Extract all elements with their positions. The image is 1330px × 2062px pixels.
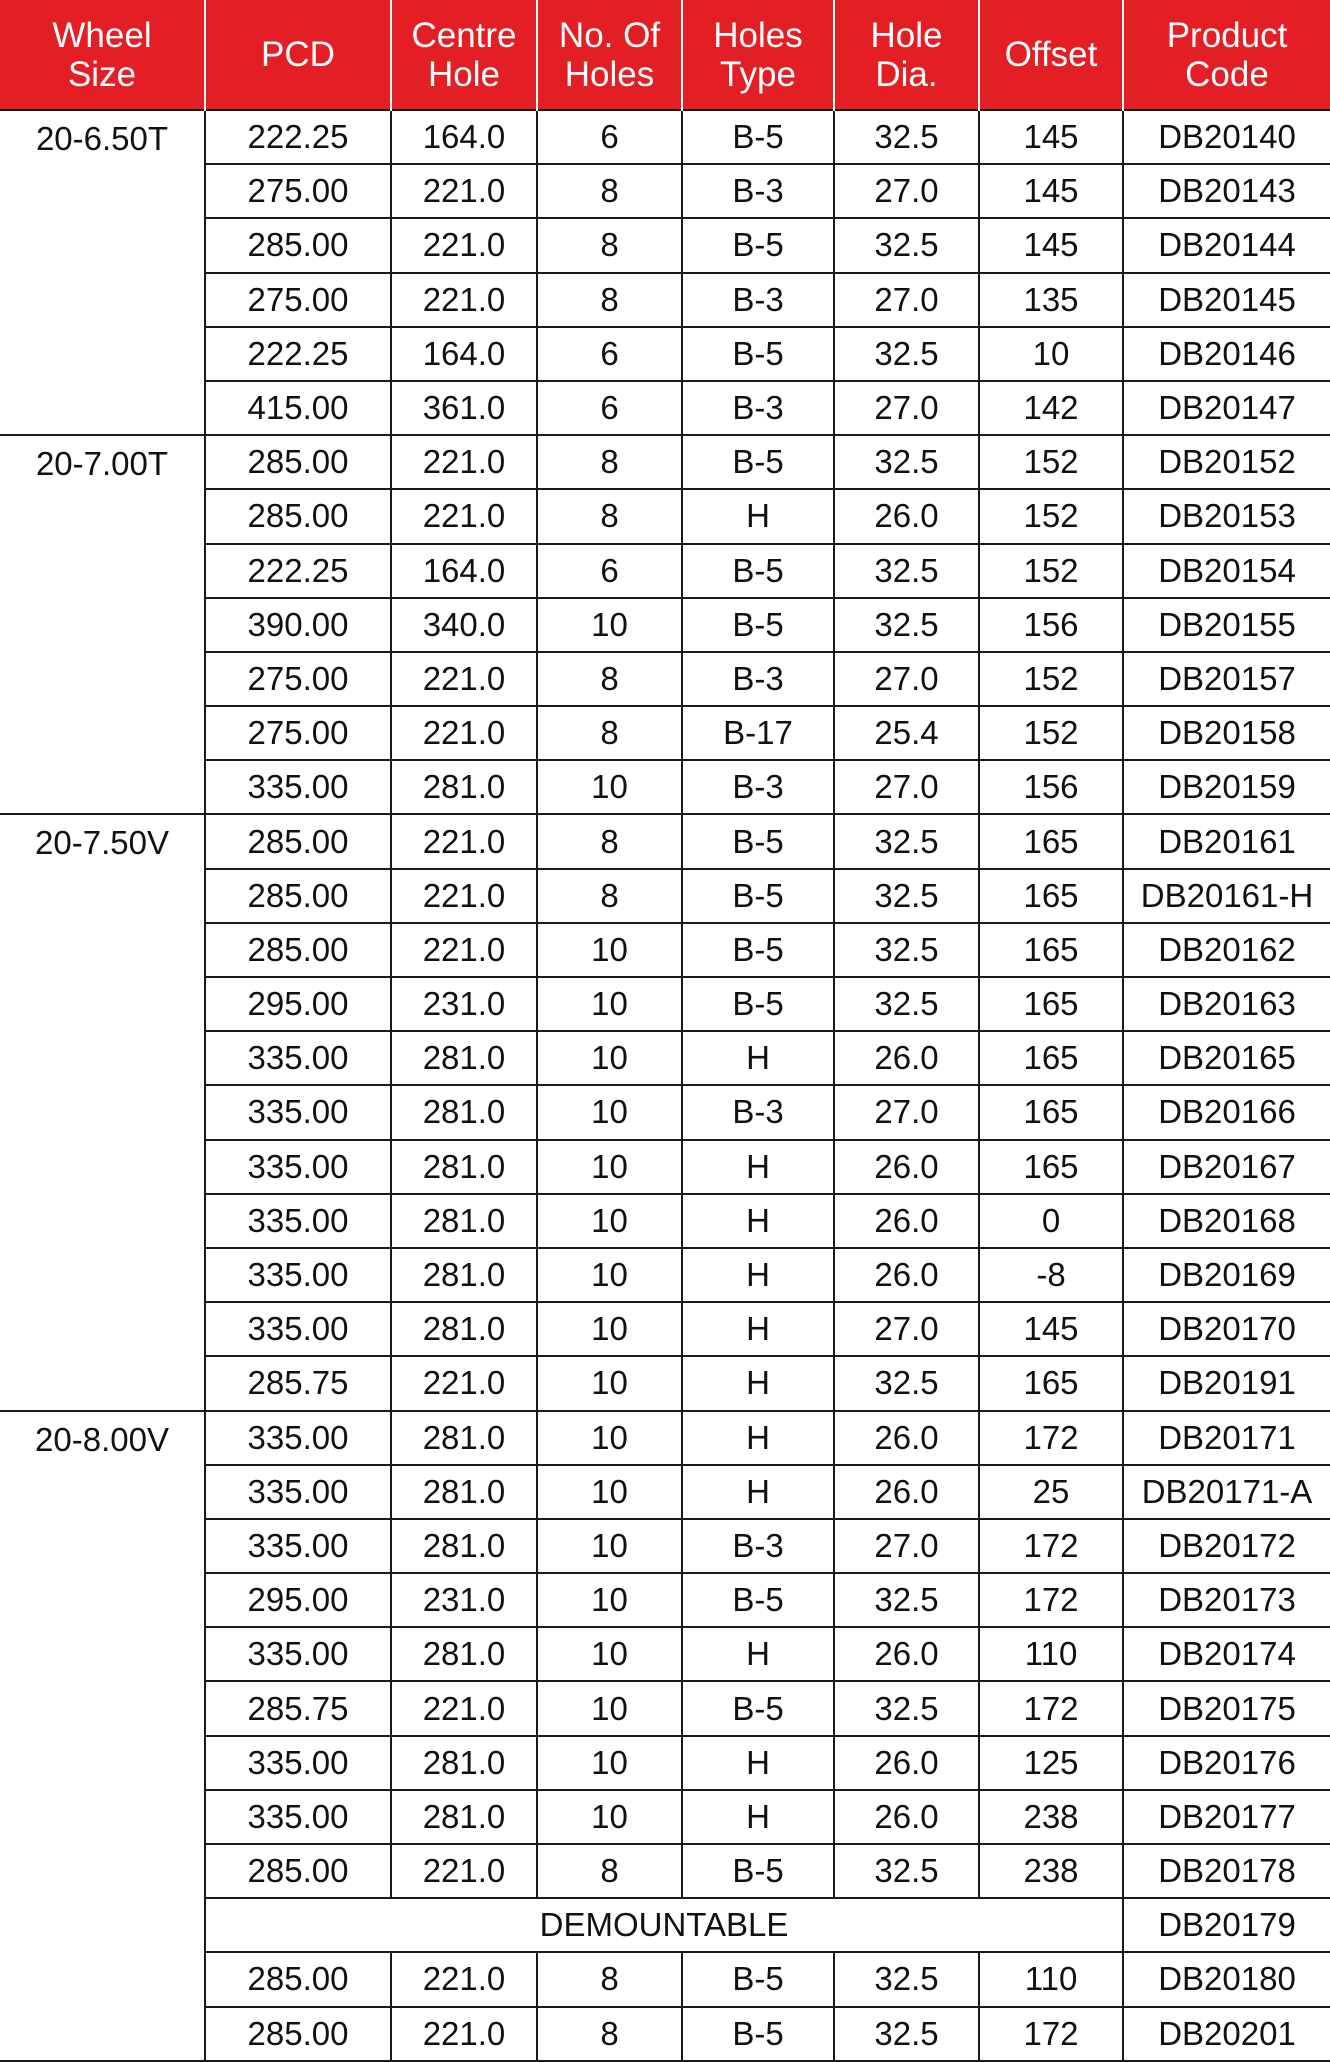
offset-cell: 152 [979,706,1123,760]
pcd-cell: 415.00 [205,381,391,435]
product-code-cell: DB20170 [1123,1302,1330,1356]
offset-cell: 165 [979,1085,1123,1139]
centre-hole-cell: 281.0 [391,1140,537,1194]
offset-cell: 172 [979,2007,1123,2061]
holes-type-cell: H [682,1194,834,1248]
centre-hole-cell: 221.0 [391,2007,537,2061]
centre-hole-cell: 221.0 [391,489,537,543]
pcd-cell: 285.75 [205,1356,391,1410]
holes-type-cell: B-5 [682,1681,834,1735]
hole-dia-cell: 26.0 [834,1031,979,1085]
holes-type-cell: B-5 [682,869,834,923]
holes-type-cell: B-5 [682,435,834,489]
holes-type-cell: B-17 [682,706,834,760]
holes-type-cell: H [682,1790,834,1844]
product-code-cell: DB20177 [1123,1790,1330,1844]
product-code-cell: DB20165 [1123,1031,1330,1085]
offset-cell: 172 [979,1681,1123,1735]
pcd-cell: 335.00 [205,1140,391,1194]
product-code-cell: DB20191 [1123,1356,1330,1410]
product-code-cell: DB20161 [1123,814,1330,868]
offset-cell: 165 [979,869,1123,923]
hole-dia-cell: 27.0 [834,652,979,706]
offset-cell: 10 [979,327,1123,381]
hole-dia-cell: 32.5 [834,869,979,923]
holes-type-cell: B-5 [682,2007,834,2061]
offset-cell: 145 [979,1302,1123,1356]
hole-dia-cell: 26.0 [834,1411,979,1465]
header-offset: Offset [979,0,1123,110]
pcd-cell: 275.00 [205,706,391,760]
no-of-holes-cell: 8 [537,869,682,923]
holes-type-cell: H [682,489,834,543]
offset-cell: 110 [979,1627,1123,1681]
no-of-holes-cell: 10 [537,977,682,1031]
hole-dia-cell: 27.0 [834,1302,979,1356]
pcd-cell: 335.00 [205,1248,391,1302]
holes-type-cell: H [682,1411,834,1465]
pcd-cell: 285.75 [205,1681,391,1735]
product-code-cell: DB20163 [1123,977,1330,1031]
offset-cell: 142 [979,381,1123,435]
no-of-holes-cell: 10 [537,1627,682,1681]
hole-dia-cell: 26.0 [834,1790,979,1844]
centre-hole-cell: 281.0 [391,1194,537,1248]
centre-hole-cell: 164.0 [391,544,537,598]
pcd-cell: 335.00 [205,1627,391,1681]
product-code-cell: DB20154 [1123,544,1330,598]
product-code-cell: DB20147 [1123,381,1330,435]
holes-type-cell: B-5 [682,1573,834,1627]
pcd-cell: 335.00 [205,1302,391,1356]
pcd-cell: 335.00 [205,1465,391,1519]
centre-hole-cell: 164.0 [391,110,537,164]
offset-cell: 238 [979,1844,1123,1898]
wheel-size-cell: 20-6.50T [0,110,205,435]
centre-hole-cell: 281.0 [391,1736,537,1790]
offset-cell: 172 [979,1573,1123,1627]
hole-dia-cell: 32.5 [834,2007,979,2061]
product-code-cell: DB20152 [1123,435,1330,489]
offset-cell: 152 [979,435,1123,489]
no-of-holes-cell: 10 [537,1085,682,1139]
pcd-cell: 335.00 [205,1085,391,1139]
no-of-holes-cell: 6 [537,544,682,598]
pcd-cell: 335.00 [205,1411,391,1465]
no-of-holes-cell: 8 [537,2007,682,2061]
offset-cell: 145 [979,218,1123,272]
product-code-cell: DB20159 [1123,760,1330,814]
offset-cell: 165 [979,977,1123,1031]
holes-type-cell: B-3 [682,164,834,218]
offset-cell: 238 [979,1790,1123,1844]
pcd-cell: 335.00 [205,1519,391,1573]
product-code-cell: DB20167 [1123,1140,1330,1194]
centre-hole-cell: 221.0 [391,1681,537,1735]
offset-cell: 145 [979,110,1123,164]
centre-hole-cell: 281.0 [391,1031,537,1085]
pcd-cell: 335.00 [205,1736,391,1790]
product-code-cell: DB20169 [1123,1248,1330,1302]
product-code-cell: DB20146 [1123,327,1330,381]
product-code-cell: DB20176 [1123,1736,1330,1790]
hole-dia-cell: 27.0 [834,1519,979,1573]
offset-cell: 165 [979,1140,1123,1194]
pcd-cell: 285.00 [205,489,391,543]
hole-dia-cell: 32.5 [834,1681,979,1735]
holes-type-cell: B-5 [682,598,834,652]
product-code-cell: DB20174 [1123,1627,1330,1681]
pcd-cell: 295.00 [205,977,391,1031]
hole-dia-cell: 26.0 [834,1194,979,1248]
wheel-size-cell: 20-8.00V [0,1411,205,2061]
hole-dia-cell: 32.5 [834,598,979,652]
offset-cell: 165 [979,1031,1123,1085]
hole-dia-cell: 32.5 [834,814,979,868]
hole-dia-cell: 32.5 [834,327,979,381]
offset-cell: 152 [979,489,1123,543]
no-of-holes-cell: 10 [537,1681,682,1735]
offset-cell: 172 [979,1519,1123,1573]
hole-dia-cell: 27.0 [834,273,979,327]
no-of-holes-cell: 8 [537,652,682,706]
holes-type-cell: B-3 [682,381,834,435]
no-of-holes-cell: 10 [537,760,682,814]
pcd-cell: 285.00 [205,1844,391,1898]
no-of-holes-cell: 10 [537,598,682,652]
hole-dia-cell: 32.5 [834,110,979,164]
pcd-cell: 335.00 [205,1194,391,1248]
centre-hole-cell: 281.0 [391,760,537,814]
hole-dia-cell: 27.0 [834,381,979,435]
centre-hole-cell: 340.0 [391,598,537,652]
hole-dia-cell: 26.0 [834,1465,979,1519]
table-row [0,1411,1330,1465]
offset-cell: 125 [979,1736,1123,1790]
holes-type-cell: H [682,1140,834,1194]
hole-dia-cell: 26.0 [834,1627,979,1681]
hole-dia-cell: 27.0 [834,760,979,814]
product-code-cell: DB20145 [1123,273,1330,327]
table-body [0,110,1330,2061]
product-code-cell: DB20166 [1123,1085,1330,1139]
holes-type-cell: H [682,1248,834,1302]
pcd-cell: 275.00 [205,164,391,218]
offset-cell: 152 [979,544,1123,598]
centre-hole-cell: 221.0 [391,923,537,977]
table-row [0,814,1330,868]
product-code-cell: DB20179 [1123,1898,1330,1952]
product-code-cell: DB20168 [1123,1194,1330,1248]
holes-type-cell: B-3 [682,652,834,706]
no-of-holes-cell: 10 [537,1356,682,1410]
no-of-holes-cell: 8 [537,1844,682,1898]
centre-hole-cell: 281.0 [391,1085,537,1139]
centre-hole-cell: 231.0 [391,977,537,1031]
header-row [0,0,1330,110]
hole-dia-cell: 25.4 [834,706,979,760]
offset-cell: 156 [979,598,1123,652]
hole-dia-cell: 32.5 [834,1356,979,1410]
product-code-cell: DB20171-A [1123,1465,1330,1519]
hole-dia-cell: 32.5 [834,977,979,1031]
pcd-cell: 390.00 [205,598,391,652]
holes-type-cell: H [682,1031,834,1085]
no-of-holes-cell: 10 [537,1031,682,1085]
product-code-cell: DB20161-H [1123,869,1330,923]
pcd-cell: 335.00 [205,1031,391,1085]
pcd-cell: 335.00 [205,1790,391,1844]
no-of-holes-cell: 10 [537,1411,682,1465]
holes-type-cell: B-5 [682,1844,834,1898]
hole-dia-cell: 26.0 [834,1140,979,1194]
no-of-holes-cell: 10 [537,1465,682,1519]
centre-hole-cell: 221.0 [391,435,537,489]
product-code-cell: DB20171 [1123,1411,1330,1465]
holes-type-cell: B-5 [682,218,834,272]
header-pcd: PCD [205,0,391,110]
pcd-cell: 275.00 [205,652,391,706]
header-hole-dia: Hole Dia. [834,0,979,110]
offset-cell: 152 [979,652,1123,706]
holes-type-cell: B-5 [682,1952,834,2006]
centre-hole-cell: 281.0 [391,1248,537,1302]
hole-dia-cell: 26.0 [834,489,979,543]
no-of-holes-cell: 8 [537,435,682,489]
holes-type-cell: B-5 [682,544,834,598]
holes-type-cell: H [682,1302,834,1356]
hole-dia-cell: 27.0 [834,164,979,218]
offset-cell: 0 [979,1194,1123,1248]
centre-hole-cell: 281.0 [391,1302,537,1356]
hole-dia-cell: 32.5 [834,923,979,977]
no-of-holes-cell: 10 [537,1736,682,1790]
centre-hole-cell: 221.0 [391,814,537,868]
offset-cell: 172 [979,1411,1123,1465]
wheel-size-cell: 20-7.00T [0,435,205,814]
product-code-cell: DB20140 [1123,110,1330,164]
holes-type-cell: B-5 [682,923,834,977]
centre-hole-cell: 231.0 [391,1573,537,1627]
holes-type-cell: H [682,1465,834,1519]
product-code-cell: DB20158 [1123,706,1330,760]
no-of-holes-cell: 10 [537,1140,682,1194]
pcd-cell: 222.25 [205,544,391,598]
no-of-holes-cell: 8 [537,218,682,272]
pcd-cell: 222.25 [205,110,391,164]
table-row [0,435,1330,489]
centre-hole-cell: 221.0 [391,1844,537,1898]
centre-hole-cell: 221.0 [391,218,537,272]
holes-type-cell: B-3 [682,760,834,814]
pcd-cell: 285.00 [205,2007,391,2061]
holes-type-cell: H [682,1736,834,1790]
no-of-holes-cell: 8 [537,1952,682,2006]
hole-dia-cell: 27.0 [834,1085,979,1139]
centre-hole-cell: 221.0 [391,869,537,923]
holes-type-cell: B-3 [682,1085,834,1139]
hole-dia-cell: 26.0 [834,1248,979,1302]
holes-type-cell: B-5 [682,110,834,164]
hole-dia-cell: 32.5 [834,544,979,598]
hole-dia-cell: 32.5 [834,1952,979,2006]
pcd-cell: 285.00 [205,923,391,977]
centre-hole-cell: 221.0 [391,652,537,706]
product-code-cell: DB20155 [1123,598,1330,652]
wheel-size-cell: 20-7.50V [0,814,205,1410]
centre-hole-cell: 221.0 [391,273,537,327]
holes-type-cell: H [682,1627,834,1681]
offset-cell: 165 [979,814,1123,868]
offset-cell: 145 [979,164,1123,218]
offset-cell: 165 [979,923,1123,977]
no-of-holes-cell: 8 [537,273,682,327]
product-code-cell: DB20172 [1123,1519,1330,1573]
holes-type-cell: B-3 [682,273,834,327]
product-code-cell: DB20201 [1123,2007,1330,2061]
centre-hole-cell: 221.0 [391,1356,537,1410]
hole-dia-cell: 26.0 [834,1736,979,1790]
centre-hole-cell: 221.0 [391,164,537,218]
pcd-cell: 285.00 [205,814,391,868]
product-code-cell: DB20153 [1123,489,1330,543]
product-code-cell: DB20144 [1123,218,1330,272]
no-of-holes-cell: 6 [537,327,682,381]
no-of-holes-cell: 8 [537,489,682,543]
centre-hole-cell: 361.0 [391,381,537,435]
hole-dia-cell: 32.5 [834,1573,979,1627]
hole-dia-cell: 32.5 [834,218,979,272]
pcd-cell: 285.00 [205,218,391,272]
no-of-holes-cell: 8 [537,706,682,760]
no-of-holes-cell: 10 [537,1790,682,1844]
no-of-holes-cell: 10 [537,923,682,977]
no-of-holes-cell: 6 [537,110,682,164]
hole-dia-cell: 32.5 [834,435,979,489]
header-holes-type: Holes Type [682,0,834,110]
holes-type-cell: B-5 [682,814,834,868]
product-code-cell: DB20173 [1123,1573,1330,1627]
demountable-note-cell: DEMOUNTABLE [205,1898,1123,1952]
pcd-cell: 285.00 [205,1952,391,2006]
offset-cell: 25 [979,1465,1123,1519]
header-centre-hole: Centre Hole [391,0,537,110]
pcd-cell: 222.25 [205,327,391,381]
product-code-cell: DB20162 [1123,923,1330,977]
product-code-cell: DB20180 [1123,1952,1330,2006]
centre-hole-cell: 221.0 [391,1952,537,2006]
centre-hole-cell: 281.0 [391,1465,537,1519]
offset-cell: 135 [979,273,1123,327]
centre-hole-cell: 281.0 [391,1627,537,1681]
centre-hole-cell: 281.0 [391,1519,537,1573]
no-of-holes-cell: 10 [537,1248,682,1302]
pcd-cell: 285.00 [205,869,391,923]
offset-cell: 110 [979,1952,1123,2006]
offset-cell: -8 [979,1248,1123,1302]
no-of-holes-cell: 10 [537,1302,682,1356]
header-no-of-holes: No. Of Holes [537,0,682,110]
centre-hole-cell: 221.0 [391,706,537,760]
offset-cell: 156 [979,760,1123,814]
pcd-cell: 295.00 [205,1573,391,1627]
centre-hole-cell: 164.0 [391,327,537,381]
no-of-holes-cell: 10 [537,1194,682,1248]
pcd-cell: 285.00 [205,435,391,489]
product-code-cell: DB20175 [1123,1681,1330,1735]
table-row [0,110,1330,164]
header-product-code: Product Code [1123,0,1330,110]
product-code-cell: DB20178 [1123,1844,1330,1898]
no-of-holes-cell: 10 [537,1573,682,1627]
header-wheel-size: Wheel Size [0,0,205,110]
pcd-cell: 275.00 [205,273,391,327]
no-of-holes-cell: 10 [537,1519,682,1573]
no-of-holes-cell: 8 [537,814,682,868]
no-of-holes-cell: 8 [537,164,682,218]
holes-type-cell: B-3 [682,1519,834,1573]
holes-type-cell: B-5 [682,327,834,381]
centre-hole-cell: 281.0 [391,1790,537,1844]
no-of-holes-cell: 6 [537,381,682,435]
product-code-cell: DB20157 [1123,652,1330,706]
holes-type-cell: B-5 [682,977,834,1031]
holes-type-cell: H [682,1356,834,1410]
product-code-cell: DB20143 [1123,164,1330,218]
table-header [0,0,1330,110]
hole-dia-cell: 32.5 [834,1844,979,1898]
centre-hole-cell: 281.0 [391,1411,537,1465]
pcd-cell: 335.00 [205,760,391,814]
offset-cell: 165 [979,1356,1123,1410]
